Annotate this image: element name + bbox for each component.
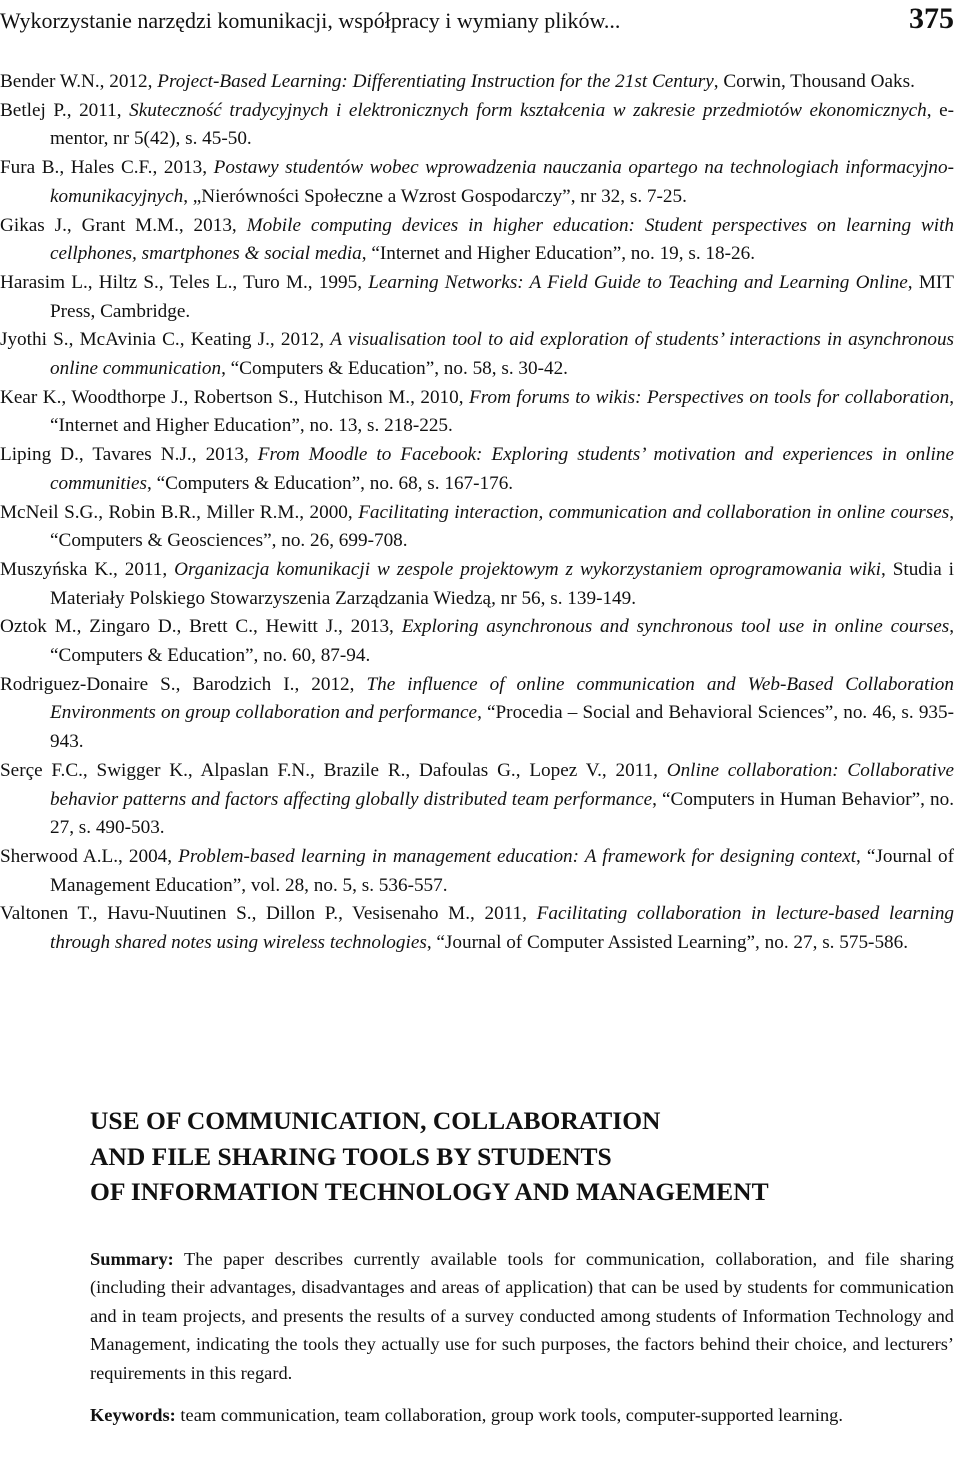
ref-source: , “Procedia – Social and Behavioral Sciences”, no. 46, s. 935-943. — [50, 702, 954, 753]
reference-entry — [0, 900, 954, 957]
running-head — [0, 2, 954, 36]
ref-authors: Serçe F.C., Swigger K., Alpaslan F.N., Brazile R., Dafoulas G., Lopez V., 2011, — [0, 759, 667, 781]
ref-title: Exploring asynchronous and synchronous tool use in online courses — [401, 616, 950, 638]
ref-source: , MIT Press, Cambridge. — [50, 271, 954, 322]
ref-authors: Kear K., Woodthorpe J., Robertson S., Hutchison M., 2010, — [0, 386, 470, 408]
ref-authors: Bender W.N., 2012, — [0, 71, 158, 92]
ref-title: From forums to wikis: Perspectives on tools for collaboration — [469, 386, 950, 408]
ref-authors: Betlej P., 2011, — [0, 99, 130, 121]
reference-entry — [0, 556, 954, 613]
ref-title: Organizacja komunikacji w zespole projektowym z wykorzystaniem oprogramowania wiki — [174, 558, 881, 580]
ref-authors: Sherwood A.L., 2004, — [0, 845, 179, 867]
reference-entry — [0, 269, 954, 326]
reference-entry — [0, 499, 954, 556]
ref-source: , “Computers & Geosciences”, no. 26, 699-708. — [50, 501, 954, 552]
ref-title: Postawy studentów wobec wprowadzenia nauczania opartego na technologiach informacyjno-komunikacyjnych — [50, 157, 954, 207]
english-abstract — [90, 1103, 954, 1430]
ref-authors: Valtonen T., Havu-Nuutinen S., Dillon P., Vesisenaho M., 2011, — [0, 903, 537, 925]
ref-title: Online collaboration: Collaborative behavior patterns and factors affecting globally distributed team performance — [50, 759, 954, 810]
keywords-label: Keywords: — [90, 1405, 176, 1426]
ref-source: , “Internet and Higher Education”, no. 13, s. 218-225. — [50, 386, 954, 437]
ref-source: , “Computers & Education”, no. 60, 87-94. — [50, 616, 954, 667]
reference-entry — [0, 212, 954, 269]
reference-entry — [0, 154, 954, 211]
keywords-paragraph — [90, 1401, 954, 1430]
reference-entry — [0, 671, 954, 757]
ref-title: Mobile computing devices in higher education: Student perspectives on learning with cellphones, smartphones & social media — [50, 214, 954, 265]
ref-authors: McNeil S.G., Robin B.R., Miller R.M., 2000, — [0, 501, 359, 523]
english-title-line: AND FILE SHARING TOOLS BY STUDENTS — [90, 1141, 612, 1171]
reference-list — [0, 68, 954, 958]
ref-title: Skuteczność tradycyjnych i elektronicznych form kształcenia w zakresie przedmiotów ekonomicznych — [129, 99, 927, 121]
reference-entry — [0, 441, 954, 498]
summary-label: Summary: — [90, 1248, 174, 1269]
ref-source: , „Nierówności Społeczne a Wzrost Gospodarczy”, nr 32, s. 7-25. — [183, 185, 687, 207]
ref-authors: Oztok M., Zingaro D., Brett C., Hewitt J., 2013, — [0, 616, 402, 638]
english-title-line: OF INFORMATION TECHNOLOGY AND MANAGEMENT — [90, 1177, 769, 1207]
ref-title: From Moodle to Facebook: Exploring students’ motivation and experiences in online communities — [50, 444, 954, 494]
summary-paragraph — [90, 1245, 954, 1388]
ref-title: Problem-based learning in management education: A framework for designing context — [178, 845, 857, 867]
ref-title: The influence of online communication and Web-Based Collaboration Environments on group collaboration and performance — [50, 673, 954, 724]
ref-title: Project-Based Learning: Differentiating Instruction for the 21st Century — [157, 71, 714, 92]
ref-source: , Studia i Materiały Polskiego Stowarzyszenia Zarządzania Wiedzą, nr 56, s. 139-149. — [50, 558, 955, 609]
reference-entry — [0, 613, 954, 670]
ref-authors: Muszyńska K., 2011, — [0, 558, 175, 580]
ref-source: , “Computers in Human Behavior”, no. 27, s. 490-503. — [50, 788, 954, 839]
ref-title: Facilitating collaboration in lecture-based learning through shared notes using wireless technologies — [50, 903, 955, 954]
running-head-title: Wykorzystanie narzędzi komunikacji, współpracy i wymiany plików... — [0, 8, 621, 33]
reference-entry — [0, 68, 954, 97]
ref-title: A visualisation tool to aid exploration of students’ interactions in asynchronous online communication — [50, 329, 955, 380]
english-title — [90, 1103, 954, 1210]
ref-authors: Rodriguez-Donaire S., Barodzich I., 2012, — [0, 673, 367, 695]
ref-authors: Gikas J., Grant M.M., 2013, — [0, 214, 247, 236]
ref-source: , “Journal of Management Education”, vol. 28, no. 5, s. 536-557. — [50, 845, 954, 896]
english-title-line: USE OF COMMUNICATION, COLLABORATION — [90, 1106, 661, 1135]
ref-source: , “Computers & Education”, no. 58, s. 30-42. — [221, 358, 568, 380]
ref-authors: Liping D., Tavares N.J., 2013, — [0, 444, 258, 466]
ref-source: , “Computers & Education”, no. 68, s. 167-176. — [147, 472, 514, 494]
reference-entry — [0, 843, 954, 900]
ref-authors: Jyothi S., McAvinia C., Keating J., 2012, — [0, 329, 331, 351]
ref-source: , Corwin, Thousand Oaks. — [713, 71, 915, 92]
page-number: 375 — [909, 2, 954, 35]
ref-source: , e-mentor, nr 5(42), s. 45-50. — [50, 99, 954, 150]
ref-source: , “Journal of Computer Assisted Learning”, no. 27, s. 575-586. — [426, 932, 909, 954]
ref-title: Learning Networks: A Field Guide to Teaching and Learning Online — [368, 271, 908, 293]
reference-entry — [0, 384, 954, 441]
reference-entry — [0, 326, 954, 383]
reference-entry — [0, 757, 954, 843]
ref-authors: Harasim L., Hiltz S., Teles L., Turo M., 1995, — [0, 271, 369, 293]
ref-source: , “Internet and Higher Education”, no. 19, s. 18-26. — [361, 243, 755, 265]
ref-title: Facilitating interaction, communication and collaboration in online courses — [358, 501, 950, 523]
keywords-text: team communication, team collaboration, group work tools, computer-supported learning. — [180, 1405, 843, 1426]
reference-entry — [0, 97, 954, 154]
ref-authors: Fura B., Hales C.F., 2013, — [0, 157, 214, 179]
summary-text: The paper describes currently available tools for communication, collaboration, and file sharing (including their advantages, disadvantages and areas of application) that can be used by students for communication and in team projects, and presents the results of a survey conducted among students of Information Technology and Management, indicating the tools they actually use for such purposes, the factors behind their choice, and lecturers’ requirements in this regard. — [90, 1248, 955, 1383]
